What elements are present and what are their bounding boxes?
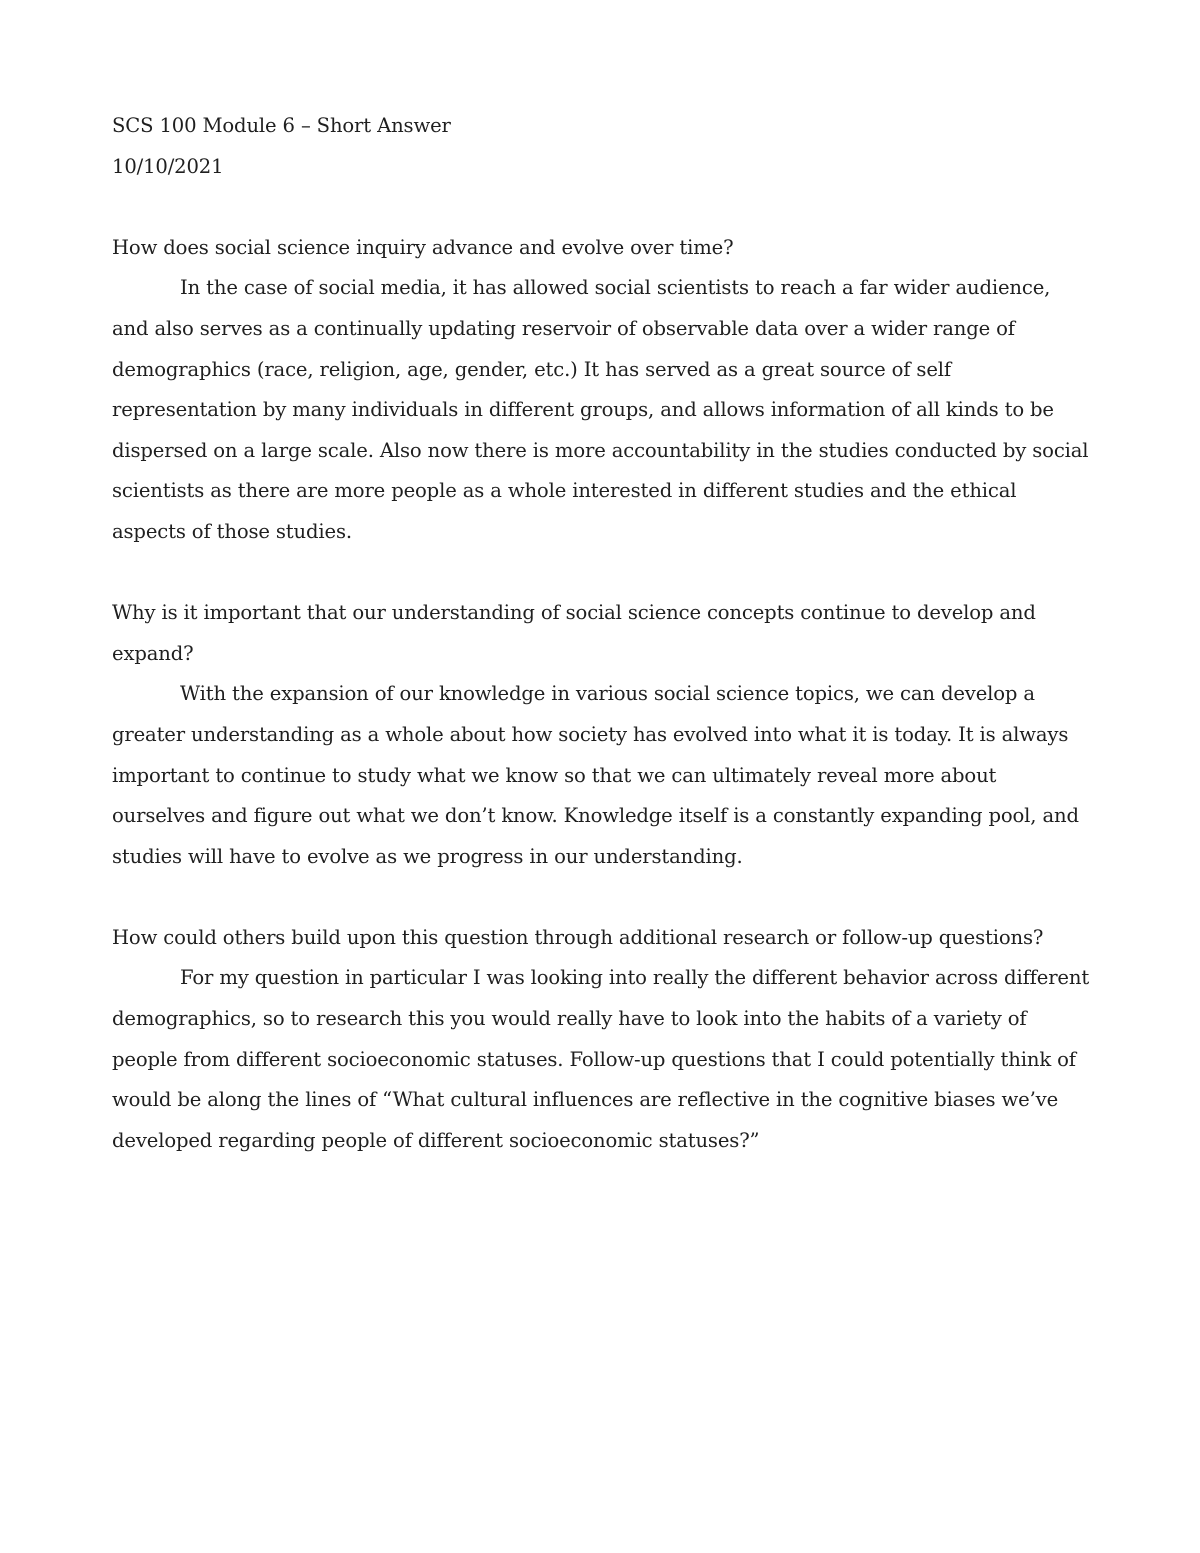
spacer xyxy=(112,877,1092,918)
answer-3: For my question in particular I was looking into really the different behavior across different demographics, so to research this you would really have to look into the habits of a variety of people from different socioeconomic statuses. Follow-up questions that I could potentially think of would be along the lines of “What cultural influences are reflective in the cognitive biases we’ve developed regarding people of different socioeconomic statuses?” xyxy=(112,966,1090,1152)
question-3: How could others build upon this question through additional research or follow-up questions? xyxy=(112,925,1044,949)
answer-1: In the case of social media, it has allowed social scientists to reach a far wider audience, and also serves as a continually updating reservoir of observable data over a wider range of demographics (race, religion, age, gender, etc.) It has served as a great source of self representation by many individuals in different groups, and allows information of all kinds to be dispersed on a large scale. Also now there is more accountability in the studies conducted by social scientists as there are more people as a whole interested in different studies and the ethical aspects of those studies. xyxy=(112,276,1089,543)
answer-2: With the expansion of our knowledge in various social science topics, we can develop a greater understanding as a whole about how society has evolved into what it is today. It is always important to continue to study what we know so that we can ultimately reveal more about ourselves and figure out what we don’t know. Knowledge itself is a constantly expanding pool, and studies will have to evolve as we progress in our understanding. xyxy=(112,682,1079,868)
document-title: SCS 100 Module 6 – Short Answer xyxy=(112,114,451,137)
document-body xyxy=(112,106,1092,1161)
spacer xyxy=(112,187,1092,228)
document-date: 10/10/2021 xyxy=(112,154,224,178)
question-2: Why is it important that our understanding of social science concepts continue to develop and expand? xyxy=(112,601,1042,665)
question-1: How does social science inquiry advance and evolve over time? xyxy=(112,235,734,259)
spacer xyxy=(112,553,1092,594)
